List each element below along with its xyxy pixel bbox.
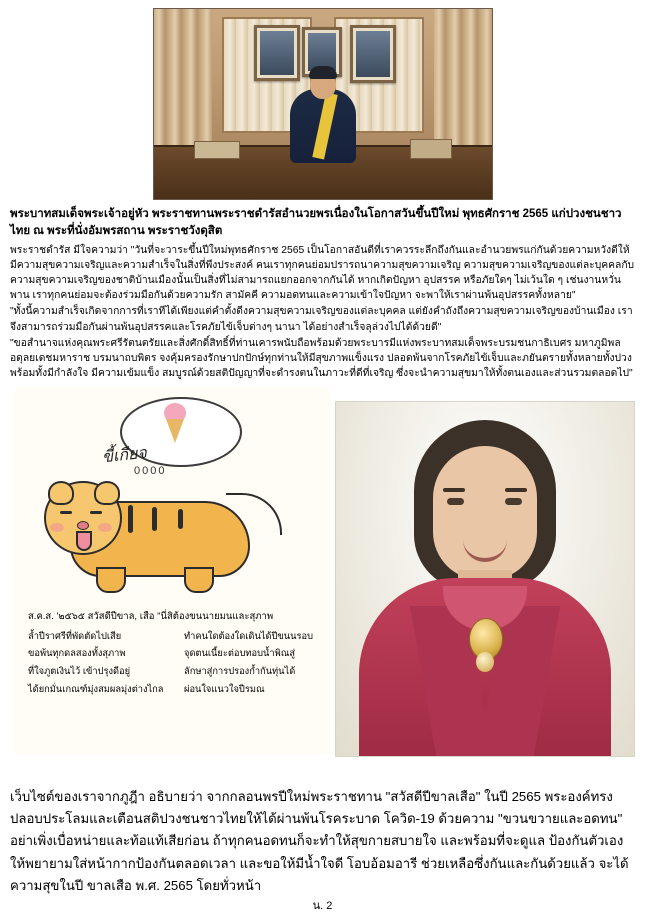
frame-inner — [356, 31, 390, 77]
tiger-cartoon-icon — [14, 387, 330, 605]
body-paragraph-2: "ทั้งนี้ความสำเร็จเกิดจากการที่เราทีได้เพียงแต่คำตั้งดีงความสุขความเจริญของแต่ละบุคคล แต่ยังคำถังถึงความสุขความเจริญของบ้านเมือง เราจึงสามารถร่วมมือกันผ่านพ้นอุปสรรคและโรคภัยไข้เจ็บต่างๆ นานา ได้อย่างสำเร็จลุล่วงไปได้ด้วยดี" — [10, 306, 633, 333]
poem-line: ล้ำปีราศรีที่พัดตัดไปเสีย — [28, 630, 122, 641]
poem-line: ขอพ้นทุกดลสองทั้งสุภาพ — [28, 648, 126, 659]
wall-portrait-frame — [350, 25, 396, 83]
poem-columns — [14, 628, 330, 699]
princess-portrait-photo — [335, 401, 635, 757]
tiger-tongue — [76, 531, 92, 551]
portrait-eye — [505, 498, 522, 505]
body-paragraph-1: พระราชดำรัส มีใจความว่า "วันที่จะวาระขึ้นปีใหม่พุทธศักราช 2565 เป็นโอกาสอันดีที่เราควรระลึกถึงกันและอำนวยพรแก่กันด้วยความหวังดีให้มีความสุขความเจริญและความสำเร็จในสิ่งที่พึงประสงค์ คนเราทุกคนย่อมปรารถนาความสุขความเจริญ ความสุขความเจริญของแต่ละบุคคลกับความสุขความเจริญของชาติบ้านเมืองนั้นเป็นสิ่งที่ไม่สามารถแยกออกจากกันได้ หากเกิดปัญหา อุปสรรค หรือภัยใดๆ ไม่เว้นใด ๆ เช่นงานหวั่นพาน เราทุกคนย่อมจะต้องร่วมมือกันด้วยความรัก สามัคคี ความอดทนและความเข้าใจปัญหา จะพาให้เราผ่านพ้นอุปสรรคทั้งหลาย" — [10, 245, 635, 302]
tiger-nose — [77, 521, 89, 530]
desk-object — [410, 139, 452, 159]
tiger-ear — [48, 481, 74, 505]
new-year-poem — [14, 605, 330, 699]
tiger-figure — [44, 475, 284, 597]
tiger-cheek — [98, 523, 112, 532]
document-page — [0, 8, 645, 920]
poem-column-left — [28, 628, 174, 699]
tiger-stripe — [128, 505, 133, 533]
tiger-ear — [94, 481, 120, 505]
tiger-stripe — [152, 507, 157, 531]
brooch-gem — [476, 652, 494, 672]
page-title: พระบาทสมเด็จพระเจ้าอยู่หัว พระราชทานพระราชดำรัสอำนวยพรเนื่องในโอกาสวันขึ้นปีใหม่ พุทธศักราช 2565 แก่ปวงชนชาวไทย ณ พระที่นั่งอัมพรสถาน พระราชวังดุสิต — [10, 208, 622, 237]
poem-line: ทำคนใดต้องใดเดินได้ปีขนนรอบ — [184, 630, 313, 641]
poem-line: ได้ยกมั่นเกณฑ์มุ่งสมผลมุ่งต่างไกล — [28, 683, 164, 694]
bubble-dots: 0000 — [134, 464, 167, 477]
tiger-leg — [184, 567, 214, 593]
portrait-eyebrow — [443, 488, 465, 492]
bottom-paragraph: เว็บไซต์ของเราจากภูฎีา อธิบายว่า จากกลอนพรปีใหม่พระราชทาน "สวัสดีปีขาลเสือ" ในปี 2565 พระองค์ทรงปลอบประโลมและเตือนสติปวงชนชาวไทยให้ได้ผ่านพ้นโรคระบาด โควิด-19 ด้วยความ "ขวนขวายและอดทน" อย่าเพิ่งเบื่อหน่ายและท้อแท้เสียก่อน ถ้าทุกคนอดทนก็จะทำให้สุขกายสบายใจ และพร้อมที่จะดูแล ป้องกันตัวเองให้พยายามใส่หน้ากากป้องกันตลอดเวลา และขอให้มีน้ำใจดี โอบอ้อมอารี ช่วยเหลือซึ่งกันและกันด้วยแล้ว จะได้ความสุขในปี ขาลเสือ พ.ศ. 2565 โดยทั่วหน้า — [10, 789, 629, 893]
middle-section — [10, 387, 635, 759]
frame-inner — [260, 31, 294, 75]
bottom-section — [10, 786, 635, 897]
poem-line: ที่ใจภูตเงินไว้ เข้าปรุงดีอยู่ — [28, 665, 131, 676]
tiger-stripe — [178, 509, 183, 529]
desk-object — [194, 141, 240, 159]
tiger-eye — [90, 511, 102, 514]
portrait-eye — [447, 498, 464, 505]
tiger-cheek — [50, 523, 64, 532]
page-footer — [10, 896, 635, 912]
poem-line: ลักษาสู่การปรองก้ำกันทุ่นได้ — [184, 665, 296, 676]
body-paragraph-3: "ขอสำนาจแห่งคุณพระศรีรัตนตรัยและสิ่งศักดิ์สิทธิ์ที่ท่านเคารพนับถือพร้อมด้วยพระบารมีแห่งพระบาทสมเด็จพระบรมชนกาธิเบศร มหาภูมิพลอดุลยเดชมหาราช บรมนาถบพิตร จงคุ้มครองรักษาปกปักษ์ทุกท่านให้มีสุขภาพแข็งแรง ปลอดพ้นจากโรคภัยไข้เจ็บและภยันตรายทั้งหลายทั้งปวง พร้อมทั้งมีกำลังใจ มีความเข้มแข็ง สมบูรณ์ด้วยสติปัญญาที่จะดำรงตนในภาวะที่ดีที่เจริญ ซึ่งจะนำความสุขมาให้ทั้งตนเองและส่วนรวมตลอดไป" — [10, 337, 633, 379]
poem-line: จุดตนเนี้ยะต่อบทอบน้ำพิณสู่ — [184, 648, 295, 659]
page-number: น. 2 — [312, 900, 333, 912]
tiger-leg — [96, 567, 126, 593]
ice-cream-cone-body — [166, 419, 184, 443]
bubble-word: ขี้เกียจ — [101, 442, 148, 466]
poem-column-right — [184, 628, 330, 699]
tiger-head — [44, 481, 122, 555]
poem-title: ส.ค.ส. '๒๕๖๕ สวัสดีปีขาล, เสือ "นี่สิต้องขนนายมนและสุภาพ — [28, 610, 274, 622]
new-year-card-illustration — [14, 387, 330, 755]
portrait-eyebrow — [505, 488, 527, 492]
tiger-eye — [60, 511, 72, 514]
king-figure-hair — [309, 66, 337, 79]
wall-portrait-frame — [254, 25, 300, 81]
poem-line: ผ่อนใจแนวใจปีรมณ — [184, 683, 265, 694]
king-portrait-photo — [153, 8, 493, 200]
